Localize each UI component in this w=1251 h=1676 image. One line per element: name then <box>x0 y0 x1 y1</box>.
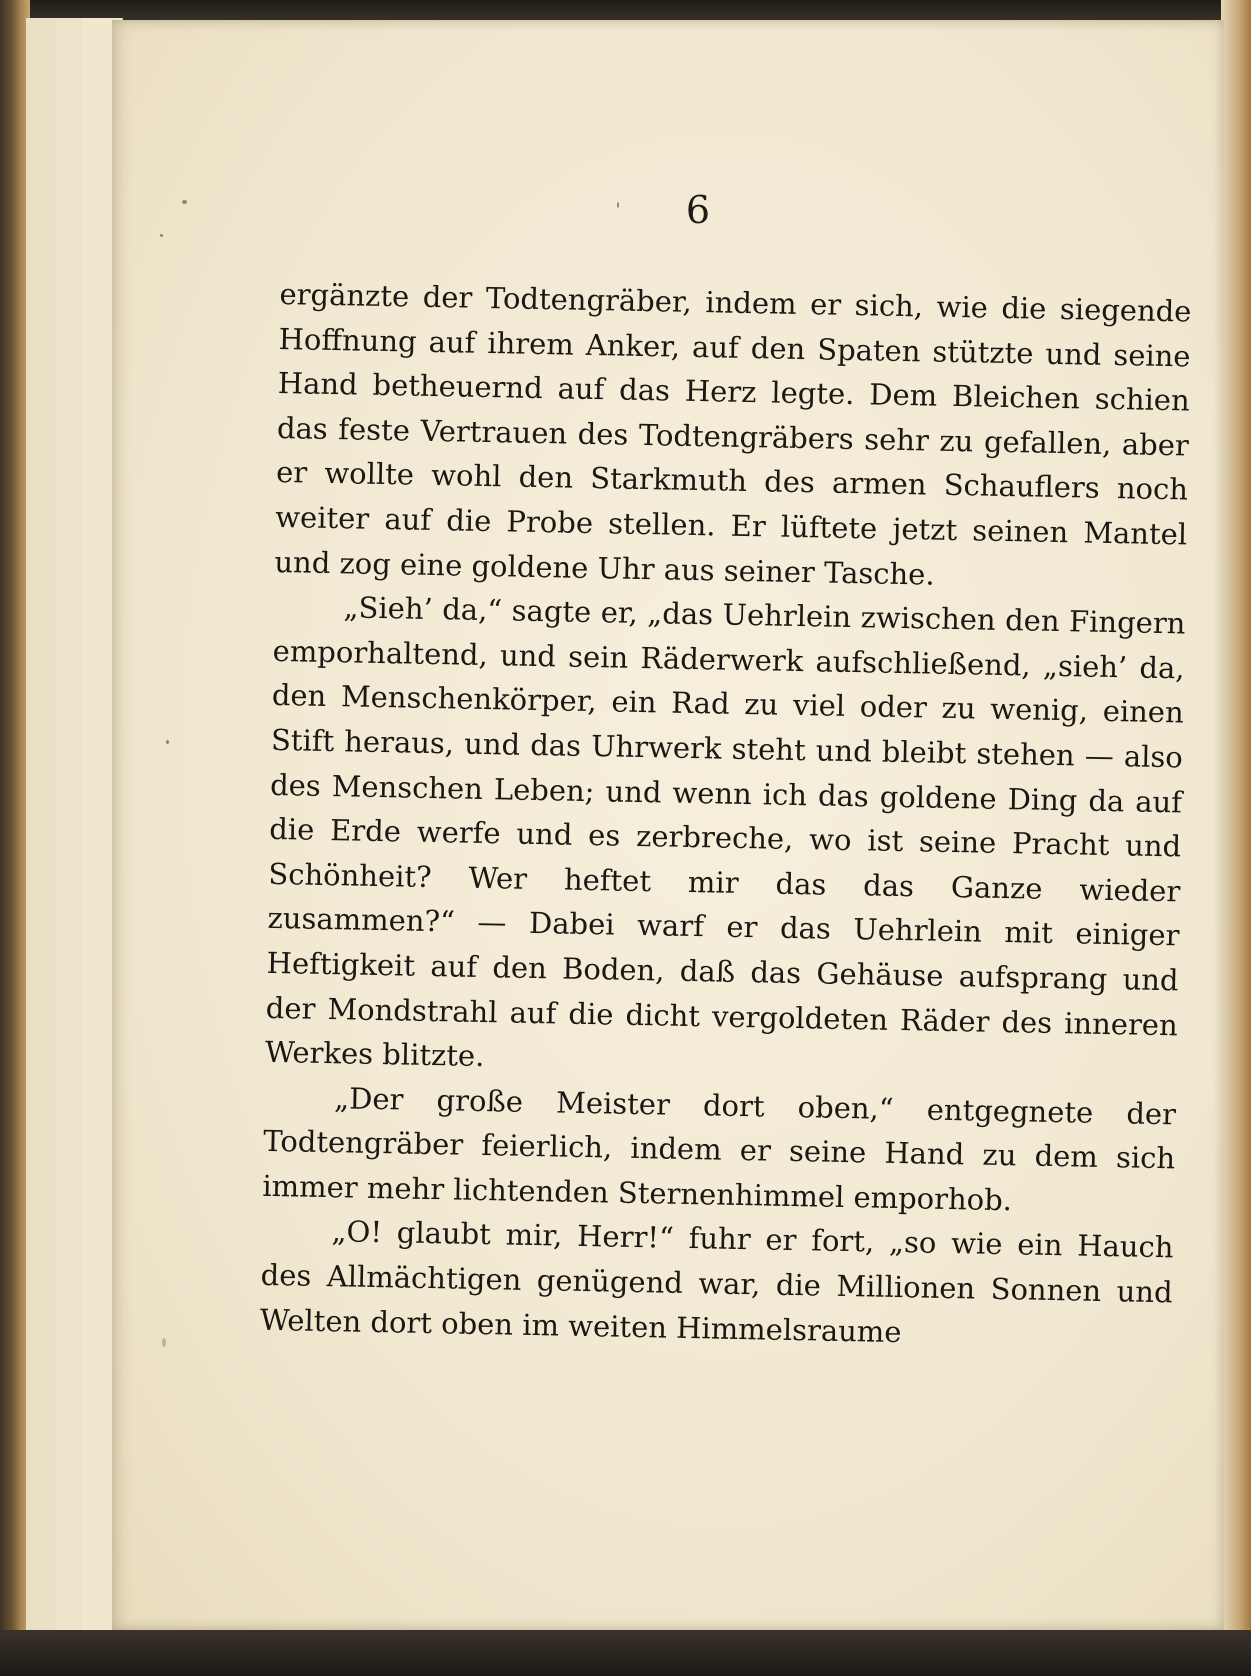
paragraph: „Sieh’ da,“ sagte er, „das Uehrlein zwischen den Fingern emporhaltend, und sein Räderwerk aufschließend, „sieh’ da, den Menschenkörper, ein Rad zu viel oder zu wenig, einen Stift heraus, und das Uhrwerk steht und bleibt stehen — also des Menschen Leben; und wenn ich das goldene Ding da auf die Erde werfe und es zerbreche, wo ist seine Pracht und Schönheit? Wer heftet mir das das Ganze wieder zusammen?“ — Dabei warf er das Uehrlein mit einiger Heftigkeit auf den Boden, daß das Gehäuse aufsprang und der Mondstrahl auf die dicht vergoldeten Räder des inneren Werkes blitzte. <box>264 590 1186 1074</box>
paragraph: „Der große Meister dort oben,“ entgegnete der Todtengräber feierlich, indem er seine Hand zu dem sich immer mehr lichtenden Sternenhimmel emporhob. <box>262 1080 1177 1218</box>
page-body <box>259 272 1191 1360</box>
paper-speck <box>166 740 169 744</box>
right-page-edge <box>1221 0 1251 1676</box>
paragraph: ergänzte der Todtengräber, indem er sich, wie die siegende Hoffnung auf ihrem Anker, auf den Spaten stützte und seine Hand betheuernd auf das Herz legte. Dem Bleichen schien das feste Vertrauen des Todtengräbers sehr zu gefallen, aber er wollte wohl den Starkmuth des armen Schauflers noch weiter auf die Probe stellen. Er lüftete jetzt seinen Mantel und zog eine goldene Uhr aus seiner Tasche. <box>274 276 1192 592</box>
book-page <box>112 20 1224 1630</box>
paper-speck <box>162 1338 166 1347</box>
paper-speck <box>160 234 163 237</box>
page-number: 6 <box>685 188 711 232</box>
cover-bottom-edge <box>0 1630 1251 1676</box>
paragraph: „O! glaubt mir, Herr!“ fuhr er fort, „so wie ein Hauch des Allmächtigen genügend war, die Millionen Sonnen und Welten dort oben im weiten Himmelsraume <box>259 1214 1174 1349</box>
